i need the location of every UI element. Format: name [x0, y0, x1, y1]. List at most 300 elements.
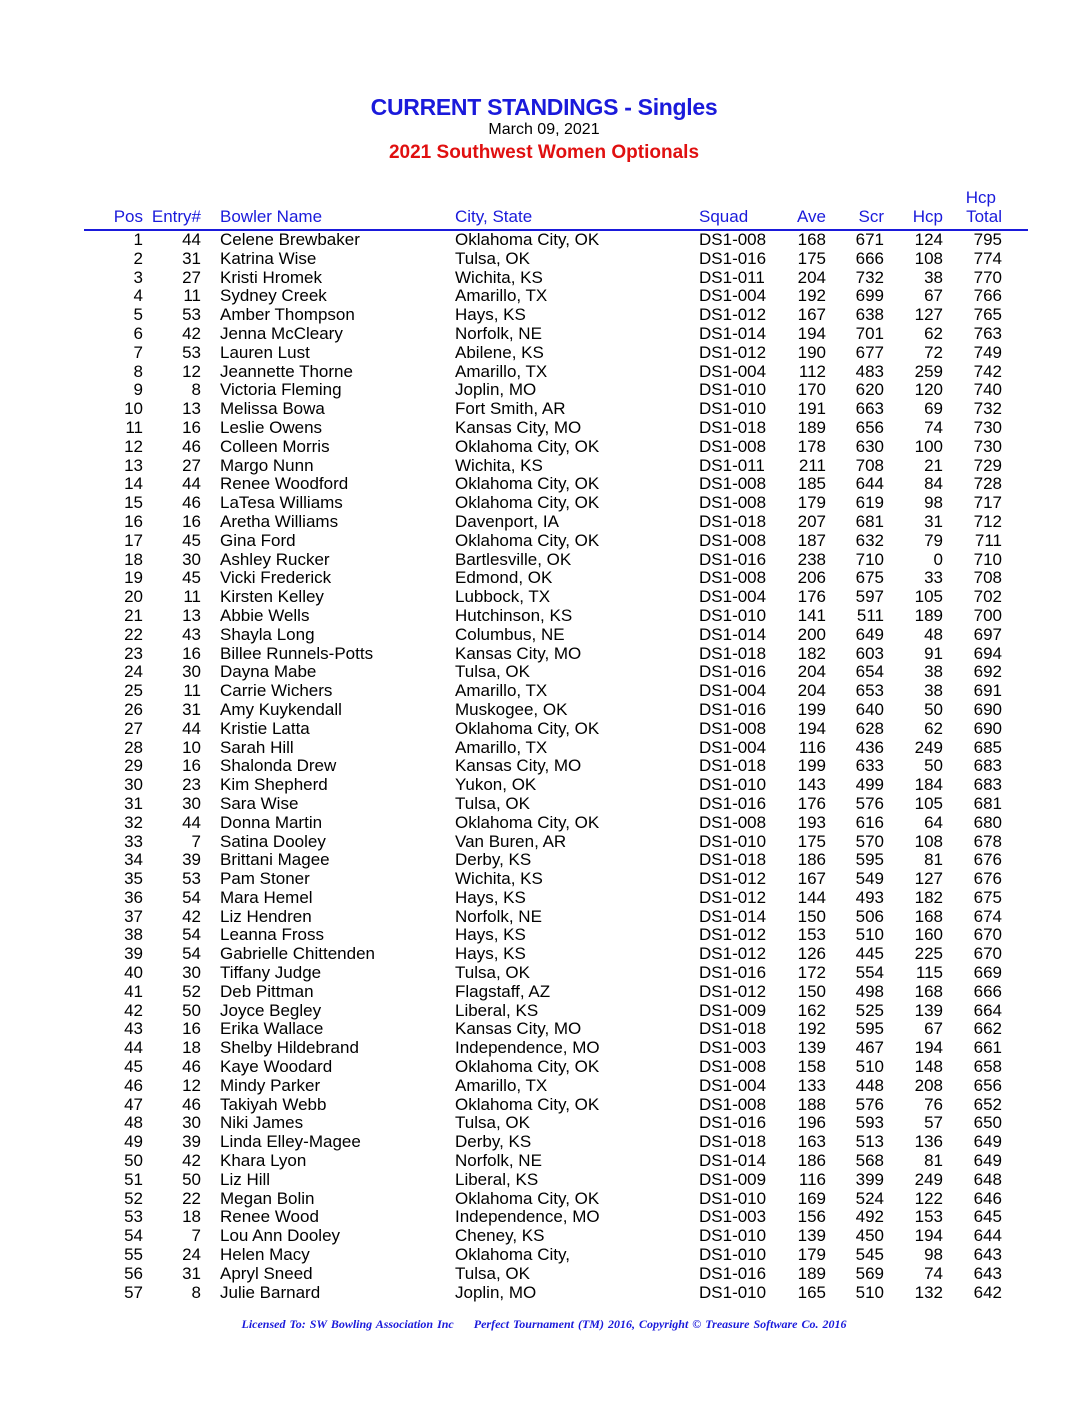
row-squad: DS1-008: [699, 436, 767, 456]
row-ave: 163: [797, 1132, 826, 1152]
row-scr: 677: [855, 342, 884, 362]
table-row: [0, 438, 1088, 457]
row-hcp: 31: [924, 511, 943, 531]
row-ave: 179: [797, 493, 826, 513]
row-hcp-total: 674: [973, 906, 1002, 926]
row-pos: 47: [124, 1094, 143, 1114]
row-bowler-name: Shayla Long: [220, 624, 315, 644]
row-hcp: 259: [914, 361, 943, 381]
row-hcp-total: 676: [973, 869, 1002, 889]
row-hcp-total: 690: [973, 718, 1002, 738]
row-ave: 199: [797, 756, 826, 776]
row-scr: 483: [855, 361, 884, 381]
row-hcp-total: 664: [973, 1000, 1002, 1020]
row-pos: 17: [124, 530, 143, 550]
table-row: [0, 569, 1088, 588]
row-pos: 48: [124, 1113, 143, 1133]
row-hcp: 38: [924, 267, 943, 287]
row-bowler-name: Liz Hendren: [220, 906, 312, 926]
row-ave: 169: [797, 1188, 826, 1208]
row-squad: DS1-008: [699, 812, 767, 832]
row-entry: 42: [182, 906, 201, 926]
col-ave-header: Ave: [797, 207, 826, 226]
row-pos: 31: [124, 793, 143, 813]
row-squad: DS1-010: [699, 1188, 767, 1208]
row-squad: DS1-016: [699, 549, 767, 569]
row-bowler-name: LaTesa Williams: [220, 493, 343, 513]
row-scr: 510: [855, 1282, 884, 1302]
row-hcp: 124: [914, 230, 943, 249]
row-entry: 44: [182, 230, 201, 249]
table-row: [0, 1077, 1088, 1096]
row-ave: 185: [797, 474, 826, 494]
row-city-state: Muskogee, OK: [455, 699, 568, 719]
row-bowler-name: Lou Ann Dooley: [220, 1226, 341, 1246]
row-hcp-total: 763: [973, 323, 1002, 343]
row-pos: 30: [124, 775, 143, 795]
row-hcp-total: 697: [973, 624, 1002, 644]
row-squad: DS1-008: [699, 1094, 767, 1114]
row-bowler-name: Leslie Owens: [220, 417, 323, 437]
row-ave: 178: [797, 436, 826, 456]
row-hcp-total: 649: [973, 1132, 1002, 1152]
row-squad: DS1-012: [699, 925, 767, 945]
row-city-state: Joplin, MO: [455, 380, 537, 400]
row-squad: DS1-003: [699, 1207, 767, 1227]
row-scr: 619: [855, 493, 884, 513]
row-scr: 632: [855, 530, 884, 550]
row-city-state: Norfolk, NE: [455, 906, 542, 926]
row-ave: 141: [797, 605, 826, 625]
row-city-state: Kansas City, MO: [455, 643, 582, 663]
row-hcp: 81: [924, 1151, 943, 1171]
row-entry: 53: [182, 342, 201, 362]
row-entry: 31: [182, 699, 201, 719]
row-hcp: 249: [914, 1169, 943, 1189]
row-city-state: Bartlesville, OK: [455, 549, 572, 569]
row-squad: DS1-018: [699, 1132, 767, 1152]
row-squad: DS1-018: [699, 850, 767, 870]
row-pos: 16: [124, 511, 143, 531]
row-city-state: Liberal, KS: [455, 1169, 539, 1189]
row-squad: DS1-009: [699, 1169, 767, 1189]
row-entry: 54: [182, 944, 201, 964]
row-city-state: Cheney, KS: [455, 1226, 545, 1246]
row-squad: DS1-004: [699, 587, 767, 607]
row-city-state: Amarillo, TX: [455, 737, 548, 757]
row-bowler-name: Satina Dooley: [220, 831, 326, 851]
row-ave: 186: [797, 1151, 826, 1171]
row-hcp: 194: [914, 1226, 943, 1246]
row-entry: 46: [182, 493, 201, 513]
column-header-row: [0, 0, 1088, 230]
row-ave: 191: [797, 399, 826, 419]
row-pos: 24: [124, 662, 143, 682]
row-city-state: Hutchinson, KS: [455, 605, 573, 625]
row-bowler-name: Leanna Fross: [220, 925, 324, 945]
table-row: [0, 287, 1088, 306]
row-scr: 603: [855, 643, 884, 663]
row-ave: 189: [797, 417, 826, 437]
col-scr-header: Scr: [858, 207, 884, 226]
row-scr: 569: [855, 1263, 884, 1283]
row-hcp: 182: [914, 887, 943, 907]
row-hcp-total: 661: [973, 1038, 1002, 1058]
row-entry: 16: [182, 643, 201, 663]
row-pos: 43: [124, 1019, 143, 1039]
row-scr: 597: [855, 587, 884, 607]
table-row: [0, 494, 1088, 513]
row-squad: DS1-014: [699, 323, 767, 343]
table-row: [0, 344, 1088, 363]
table-row: [0, 889, 1088, 908]
table-row: [0, 381, 1088, 400]
row-entry: 18: [182, 1038, 201, 1058]
row-city-state: Oklahoma City,: [455, 1245, 570, 1265]
row-scr: 701: [855, 323, 884, 343]
row-scr: 549: [855, 869, 884, 889]
row-ave: 200: [797, 624, 826, 644]
row-city-state: Edmond, OK: [455, 568, 553, 588]
row-entry: 43: [182, 624, 201, 644]
row-entry: 30: [182, 1113, 201, 1133]
table-row: [0, 983, 1088, 1002]
row-city-state: Amarillo, TX: [455, 361, 548, 381]
row-squad: DS1-003: [699, 1038, 767, 1058]
row-squad: DS1-004: [699, 737, 767, 757]
row-hcp-total: 669: [973, 963, 1002, 983]
row-ave: 211: [798, 455, 826, 475]
row-entry: 24: [182, 1245, 201, 1265]
row-squad: DS1-008: [699, 718, 767, 738]
row-hcp-total: 666: [973, 981, 1002, 1001]
row-hcp: 160: [914, 925, 943, 945]
page-title: CURRENT STANDINGS - Singles: [370, 94, 718, 120]
row-squad: DS1-016: [699, 699, 767, 719]
row-bowler-name: Kristi Hromek: [220, 267, 323, 287]
table-row: [0, 250, 1088, 269]
row-bowler-name: Sara Wise: [220, 793, 299, 813]
row-entry: 31: [182, 248, 201, 268]
row-hcp: 81: [924, 850, 943, 870]
row-hcp-total: 676: [973, 850, 1002, 870]
row-hcp: 108: [914, 248, 943, 268]
row-bowler-name: Gabrielle Chittenden: [220, 944, 375, 964]
row-entry: 30: [182, 549, 201, 569]
col-squad-header: Squad: [699, 207, 749, 226]
row-bowler-name: Colleen Morris: [220, 436, 330, 456]
row-entry: 8: [191, 380, 201, 400]
row-pos: 53: [124, 1207, 143, 1227]
row-scr: 506: [855, 906, 884, 926]
col-hcp-header: Hcp: [912, 207, 943, 226]
row-scr: 545: [855, 1245, 884, 1265]
row-pos: 27: [124, 718, 143, 738]
row-entry: 46: [182, 436, 201, 456]
row-scr: 633: [855, 756, 884, 776]
row-squad: DS1-004: [699, 1075, 767, 1095]
row-pos: 51: [124, 1169, 143, 1189]
row-hcp: 153: [914, 1207, 943, 1227]
row-hcp: 168: [914, 981, 943, 1001]
row-bowler-name: Kaye Woodard: [220, 1057, 333, 1077]
row-pos: 7: [133, 342, 143, 362]
row-hcp: 139: [914, 1000, 943, 1020]
table-row: [0, 588, 1088, 607]
row-hcp-total: 642: [973, 1282, 1002, 1302]
row-pos: 5: [133, 305, 143, 325]
row-scr: 653: [855, 681, 884, 701]
row-city-state: Oklahoma City, OK: [455, 718, 600, 738]
row-hcp: 33: [924, 568, 943, 588]
row-ave: 175: [797, 248, 826, 268]
col-total-header-bottom: Total: [966, 207, 1002, 226]
row-hcp-total: 649: [973, 1151, 1002, 1171]
row-city-state: Lubbock, TX: [455, 587, 551, 607]
row-entry: 42: [182, 1151, 201, 1171]
table-row: [0, 645, 1088, 664]
row-ave: 162: [797, 1000, 826, 1020]
table-row: [0, 814, 1088, 833]
col-total-header-top: Hcp: [965, 188, 996, 207]
row-squad: DS1-008: [699, 530, 767, 550]
table-row: [0, 419, 1088, 438]
row-hcp-total: 774: [973, 248, 1002, 268]
report-date: March 09, 2021: [488, 121, 600, 138]
row-hcp-total: 670: [973, 944, 1002, 964]
row-entry: 13: [182, 399, 201, 419]
row-city-state: Independence, MO: [455, 1207, 600, 1227]
table-row: [0, 757, 1088, 776]
row-entry: 18: [182, 1207, 201, 1227]
row-scr: 498: [855, 981, 884, 1001]
row-city-state: Tulsa, OK: [455, 1113, 530, 1133]
row-ave: 194: [797, 718, 826, 738]
row-entry: 50: [182, 1000, 201, 1020]
row-ave: 172: [797, 963, 826, 983]
row-squad: DS1-016: [699, 248, 767, 268]
col-entry-header: Entry#: [151, 207, 201, 226]
row-bowler-name: Mindy Parker: [220, 1075, 321, 1095]
row-squad: DS1-012: [699, 869, 767, 889]
row-pos: 1: [133, 230, 143, 249]
row-pos: 8: [133, 361, 143, 381]
row-hcp: 84: [924, 474, 943, 494]
row-bowler-name: Abbie Wells: [220, 605, 310, 625]
row-pos: 39: [124, 944, 143, 964]
row-entry: 30: [182, 963, 201, 983]
row-hcp: 127: [914, 305, 943, 325]
row-city-state: Kansas City, MO: [455, 417, 582, 437]
row-entry: 53: [182, 305, 201, 325]
row-ave: 176: [797, 587, 826, 607]
row-scr: 640: [855, 699, 884, 719]
row-hcp: 67: [924, 286, 943, 306]
row-ave: 126: [797, 944, 826, 964]
row-ave: 153: [797, 925, 826, 945]
row-scr: 595: [855, 1019, 884, 1039]
row-ave: 238: [797, 549, 826, 569]
row-ave: 156: [797, 1207, 826, 1227]
table-row: [0, 551, 1088, 570]
row-scr: 510: [855, 925, 884, 945]
table-row: [0, 325, 1088, 344]
row-ave: 150: [797, 906, 826, 926]
table-row: [0, 833, 1088, 852]
row-bowler-name: Linda Elley-Magee: [220, 1132, 361, 1152]
row-squad: DS1-010: [699, 380, 767, 400]
table-row: [0, 1133, 1088, 1152]
standings-table: [0, 231, 1088, 1302]
row-bowler-name: Sydney Creek: [220, 286, 327, 306]
row-bowler-name: Liz Hill: [220, 1169, 271, 1189]
row-ave: 139: [797, 1038, 826, 1058]
row-pos: 21: [124, 605, 143, 625]
row-pos: 46: [124, 1075, 143, 1095]
row-city-state: Kansas City, MO: [455, 1019, 582, 1039]
table-row: [0, 363, 1088, 382]
row-entry: 27: [182, 267, 201, 287]
row-squad: DS1-009: [699, 1000, 767, 1020]
row-ave: 192: [797, 286, 826, 306]
row-bowler-name: Amber Thompson: [220, 305, 355, 325]
row-bowler-name: Kirsten Kelley: [220, 587, 324, 607]
row-pos: 40: [124, 963, 143, 983]
row-ave: 204: [797, 267, 826, 287]
row-scr: 570: [855, 831, 884, 851]
row-entry: 22: [182, 1188, 201, 1208]
row-ave: 170: [797, 380, 826, 400]
row-hcp-total: 711: [974, 530, 1002, 550]
row-scr: 656: [855, 417, 884, 437]
row-scr: 675: [855, 568, 884, 588]
row-hcp-total: 648: [973, 1169, 1002, 1189]
row-squad: DS1-014: [699, 624, 767, 644]
row-bowler-name: Gina Ford: [220, 530, 296, 550]
row-hcp: 38: [924, 681, 943, 701]
row-scr: 681: [855, 511, 884, 531]
row-hcp: 38: [924, 662, 943, 682]
row-scr: 708: [855, 455, 884, 475]
row-hcp-total: 795: [973, 230, 1002, 249]
row-scr: 616: [855, 812, 884, 832]
row-hcp-total: 730: [973, 436, 1002, 456]
row-pos: 45: [124, 1057, 143, 1077]
row-bowler-name: Brittani Magee: [220, 850, 330, 870]
row-bowler-name: Erika Wallace: [220, 1019, 324, 1039]
row-hcp-total: 646: [973, 1188, 1002, 1208]
table-row: [0, 1284, 1088, 1303]
row-bowler-name: Apryl Sneed: [220, 1263, 313, 1283]
row-hcp: 127: [914, 869, 943, 889]
row-hcp: 48: [924, 624, 943, 644]
row-squad: DS1-004: [699, 681, 767, 701]
row-entry: 42: [182, 323, 201, 343]
row-bowler-name: Niki James: [220, 1113, 304, 1133]
row-entry: 8: [191, 1282, 201, 1302]
row-pos: 44: [124, 1038, 143, 1058]
row-squad: DS1-010: [699, 1245, 767, 1265]
row-ave: 188: [797, 1094, 826, 1114]
table-row: [0, 475, 1088, 494]
row-hcp-total: 643: [973, 1245, 1002, 1265]
row-ave: 186: [797, 850, 826, 870]
row-city-state: Columbus, NE: [455, 624, 565, 644]
row-hcp-total: 766: [973, 286, 1002, 306]
row-bowler-name: Donna Martin: [220, 812, 323, 832]
row-entry: 23: [182, 775, 201, 795]
table-row: [0, 776, 1088, 795]
row-scr: 568: [855, 1151, 884, 1171]
row-pos: 35: [124, 869, 143, 889]
row-entry: 11: [183, 286, 201, 306]
row-ave: 175: [797, 831, 826, 851]
table-row: [0, 1020, 1088, 1039]
row-bowler-name: Margo Nunn: [220, 455, 314, 475]
row-city-state: Amarillo, TX: [455, 681, 548, 701]
row-hcp-total: 691: [973, 681, 1002, 701]
row-bowler-name: Joyce Begley: [220, 1000, 322, 1020]
row-squad: DS1-014: [699, 906, 767, 926]
row-pos: 14: [124, 474, 143, 494]
row-pos: 25: [124, 681, 143, 701]
row-city-state: Amarillo, TX: [455, 1075, 548, 1095]
row-entry: 30: [182, 793, 201, 813]
row-hcp-total: 681: [973, 793, 1002, 813]
row-hcp: 249: [914, 737, 943, 757]
footer: [0, 1317, 1088, 1332]
row-hcp-total: 680: [973, 812, 1002, 832]
table-row: [0, 1227, 1088, 1246]
table-row: [0, 626, 1088, 645]
row-pos: 23: [124, 643, 143, 663]
row-city-state: Tulsa, OK: [455, 1263, 530, 1283]
row-squad: DS1-016: [699, 793, 767, 813]
row-city-state: Van Buren, AR: [455, 831, 567, 851]
row-squad: DS1-018: [699, 756, 767, 776]
row-city-state: Wichita, KS: [455, 869, 543, 889]
row-hcp-total: 652: [973, 1094, 1002, 1114]
tournament-name: 2021 Southwest Women Optionals: [388, 142, 700, 163]
table-row: [0, 231, 1088, 250]
row-bowler-name: Victoria Fleming: [220, 380, 342, 400]
row-squad: DS1-012: [699, 887, 767, 907]
row-hcp: 62: [924, 323, 943, 343]
row-hcp-total: 694: [973, 643, 1002, 663]
row-scr: 448: [855, 1075, 884, 1095]
row-scr: 513: [855, 1132, 884, 1152]
row-squad: DS1-008: [699, 230, 767, 249]
row-pos: 10: [124, 399, 143, 419]
row-entry: 16: [182, 511, 201, 531]
row-entry: 44: [182, 718, 201, 738]
row-city-state: Davenport, IA: [455, 511, 559, 531]
row-entry: 11: [183, 681, 201, 701]
row-hcp-total: 702: [973, 587, 1002, 607]
row-entry: 39: [182, 850, 201, 870]
table-row: [0, 851, 1088, 870]
row-hcp-total: 650: [973, 1113, 1002, 1133]
row-pos: 37: [124, 906, 143, 926]
row-pos: 15: [124, 493, 143, 513]
row-hcp-total: 710: [973, 549, 1002, 569]
row-entry: 13: [182, 605, 201, 625]
row-hcp: 74: [924, 417, 943, 437]
row-city-state: Hays, KS: [455, 944, 526, 964]
row-hcp-total: 645: [973, 1207, 1002, 1227]
row-pos: 9: [133, 380, 143, 400]
row-hcp-total: 765: [973, 305, 1002, 325]
